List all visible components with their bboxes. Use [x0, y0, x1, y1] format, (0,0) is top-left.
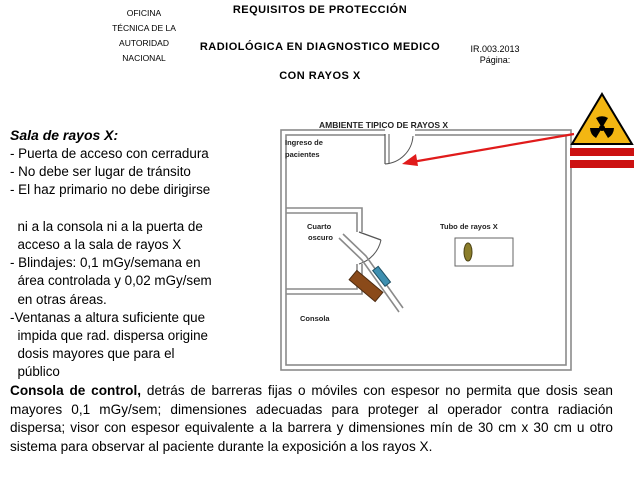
requirement-line-6: acceso a la sala de rayos X [10, 237, 182, 252]
office-line-4: NACIONAL [122, 53, 166, 63]
requirement-line-11: impida que rad. dispersa origine [10, 328, 208, 344]
requirement-line-3: - El haz primario no debe dirigirse [10, 182, 211, 198]
office-line-2: TÉCNICA DE LA [112, 23, 176, 33]
title-line-2: RADIOLÓGICA EN DIAGNOSTICO MEDICO [199, 41, 441, 53]
requirement-line-8: área controlada y 0,02 mGy/sem [10, 273, 212, 289]
console-label: Consola [300, 314, 330, 323]
title-line-3: CON RAYOS X [279, 70, 361, 82]
red-arrow-icon [398, 130, 578, 170]
requirement-line-2: - No debe ser lugar de tránsito [10, 164, 191, 180]
radiation-warning-sign-icon [570, 92, 634, 170]
requirement-line-9: en otras áreas. [10, 291, 107, 307]
darkroom-label-line-2: oscuro [308, 233, 334, 242]
console-requirements-paragraph [10, 382, 613, 456]
requirement-line-10: -Ventanas a altura suficiente que [10, 309, 206, 325]
xray-room-requirements [10, 126, 272, 382]
requirement-line-1: - Puerta de acceso con cerradura [10, 146, 209, 161]
requirement-line-13: público [10, 364, 60, 380]
console-heading: Consola de control, [10, 383, 142, 398]
page-label: Página: [479, 55, 511, 65]
document-reference [455, 44, 535, 66]
console-text: detrás de barreras fijas o móviles con espesor no permita que dosis sean mayores 0,1 mGy/sem; dimensiones adecuadas para proteger al operador contra radiación dispersa; visor con espesor equivalente a la barrera y dimensiones mín de 30 cm x 30 cm u otro sistema para observar al paciente durante la exposición a los rayos X. [10, 383, 613, 454]
entry-label-line-1: Ingreso de [285, 138, 323, 147]
requirement-line-5: ni a la consola ni a la puerta de [10, 218, 203, 234]
entry-label-line-2: pacientes [285, 150, 320, 159]
title-line-1: REQUISITOS DE PROTECCIÓN [232, 4, 408, 16]
diagram-title: AMBIENTE TIPICO DE RAYOS X [319, 120, 449, 130]
office-line-1: OFICINA [126, 8, 162, 18]
office-name [104, 6, 184, 66]
requirement-line-4 [10, 200, 272, 218]
reference-code: IR.003.2013 [470, 44, 520, 54]
darkroom-label-line-1: Cuarto [307, 222, 332, 231]
requirement-line-12: dosis mayores que para el [10, 346, 175, 362]
xray-room-heading: Sala de rayos X: [10, 127, 119, 143]
office-line-3: AUTORIDAD [119, 38, 169, 48]
requirement-line-7: - Blindajes: 0,1 mGy/semana en [10, 255, 201, 271]
xray-tube-label: Tubo de rayos X [440, 222, 498, 231]
